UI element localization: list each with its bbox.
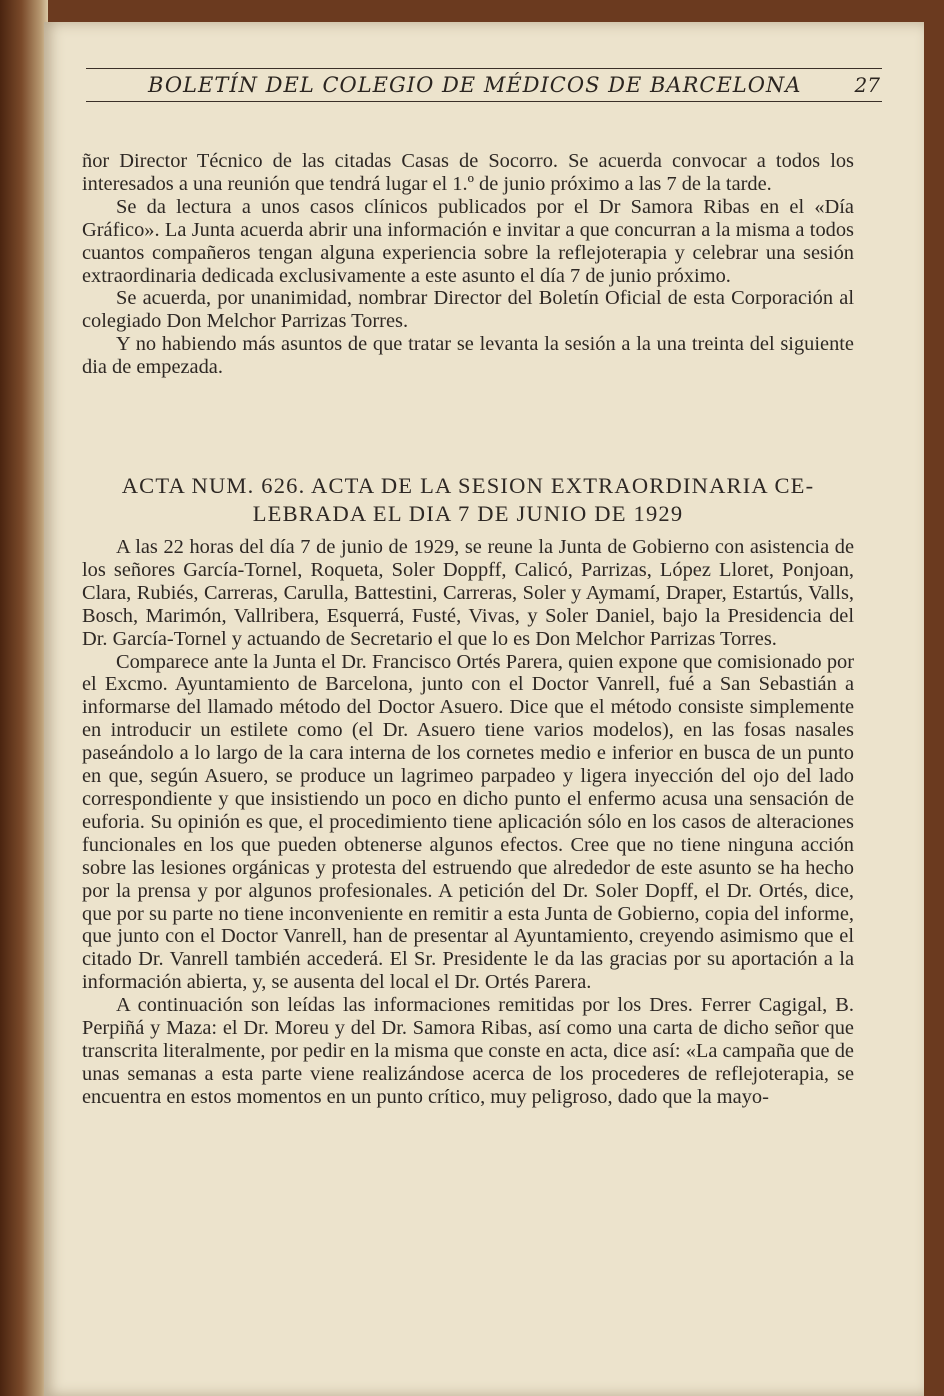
section-heading-line: LEBRADA EL DIA 7 DE JUNIO DE 1929 [252, 501, 684, 526]
paragraph: Se da lectura a unos casos clínicos publicados por el Dr Samora Ribas en el «Día Gráfico». La Junta acuerda abrir una información e invitar a que concurran a la misma a todos cuantos compañeros tengan alguna experiencia sobre la reflejoterapia y celebrar una sesión extraordinaria dedicada exclusivamente a este asunto el día 7 de junio próximo. [82, 195, 854, 287]
book-binding-edge [0, 0, 48, 1396]
section-heading [82, 472, 854, 528]
paragraph: A las 22 horas del día 7 de junio de 1929, se reune la Junta de Gobierno con asistencia de los señores García-Tornel, Roqueta, Soler Doppff, Calicó, Parrizas, López Lloret, Ponjoan, Clara, Rubiés, Carreras, Carulla, Battestini, Carreras, Soler y Aymamí, Draper, Estartús, Valls, Bosch, Marimón, Vallribera, Esquerrá, Fusté, Vivas, y Soler Daniel, bajo la Presidencia del Dr. García-Tornel y actuando de Secretario el que lo es Don Melchor Parrizas Torres. [82, 536, 854, 650]
continued-minutes [82, 150, 854, 379]
page-number: 27 [854, 73, 880, 97]
paragraph: Se acuerda, por unanimidad, nombrar Director del Boletín Oficial de esta Corporación al colegiado Don Melchor Parrizas Torres. [82, 287, 854, 333]
paragraph: A continuación son leídas las informaciones remitidas por los Dres. Ferrer Cagigal, B. Perpiñá y Maza: el Dr. Moreu y del Dr. Samora Ribas, así como una carta de dicho señor que transcrita literalmente, por pedir en la misma que conste en acta, dice así: «La campaña que de unas semanas a esta parte viene realizándose acerca de los procederes de reflejoterapia, se encuentra en estos momentos en un punto crítico, muy peligroso, dado que la mayo- [82, 994, 854, 1108]
session-minutes [82, 536, 854, 1109]
running-header [86, 68, 882, 102]
page-sheet [44, 22, 924, 1396]
section-heading-line: ACTA NUM. 626. ACTA DE LA SESION EXTRAORDINARIA CE- [121, 473, 815, 498]
paragraph: Comparece ante la Junta el Dr. Francisco Ortés Parera, quien expone que comisionado por el Excmo. Ayuntamiento de Barcelona, junto con el Doctor Vanrell, fué a San Sebastián a informarse del llamado método del Doctor Asuero. Dice que el método consiste simplemente en introducir un estilete como (el Dr. Asuero tiene varios modelos), en las fosas nasales paseándolo a lo largo de la cara interna de los cornetes medio e inferior en busca de un punto en que, según Asuero, se produce un lagrimeo parpadeo y ligera inyección del ojo del lado correspondiente y que insistiendo un poco en dicho punto el enfermo acusa una sensación de euforia. Su opinión es que, el procedimiento tiene aplicación sólo en los casos de alteraciones funcionales en los que pueden obtenerse algunos efectos. Cree que no tiene ninguna acción sobre las lesiones orgánicas y protesta del estruendo que alrededor de este asunto se ha hecho por la prensa y por algunos profesionales. A petición del Dr. Soler Dopff, el Dr. Ortés, dice, que por su parte no tiene inconveniente en remitir a esta Junta de Gobierno, copia del informe, que junto con el Doctor Vanrell, han de presentar al Ayuntamiento, creyendo asimismo que el citado Dr. Vanrell también accederá. El Sr. Presidente le da las gracias por su aportación a la información abierta, y, se ausenta del local el Dr. Ortés Parera. [82, 650, 854, 994]
paragraph: Y no habiendo más asuntos de que tratar se levanta la sesión a la una treinta del siguiente dia de empezada. [82, 333, 854, 379]
running-title: BOLETÍN DEL COLEGIO DE MÉDICOS DE BARCELONA [148, 73, 802, 97]
paragraph: ñor Director Técnico de las citadas Casas de Socorro. Se acuerda convocar a todos los interesados a una reunión que tendrá lugar el 1.º de junio próximo a las 7 de la tarde. [82, 150, 854, 195]
